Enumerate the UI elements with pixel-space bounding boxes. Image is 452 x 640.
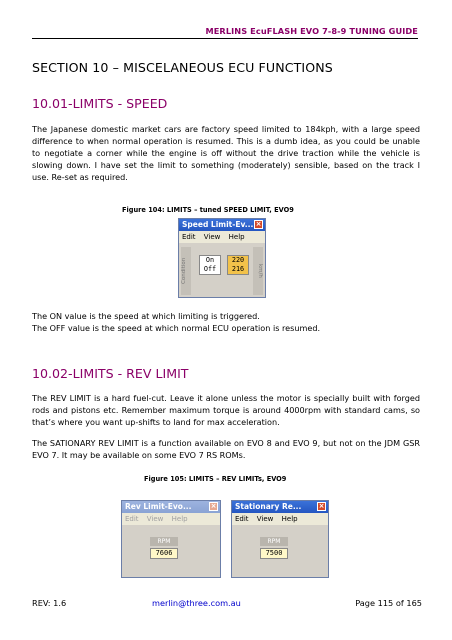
menu-view[interactable]: View xyxy=(203,233,221,241)
stationary-rev-menubar xyxy=(232,513,328,525)
page-number: Page 115 of 165 xyxy=(355,598,422,608)
row-on-label: On xyxy=(205,256,215,264)
stationary-rev-paragraph: The SATIONARY REV LIMIT is a function available on EVO 8 and EVO 9, but not on the JDM GSR EVO 7. It may be available on some EVO 7 RS ROMs. xyxy=(32,438,420,460)
close-icon[interactable]: × xyxy=(255,220,262,228)
stationary-rev-window xyxy=(231,500,329,578)
speed-limit-title: Speed Limit-Ev... xyxy=(182,220,254,229)
revision-label: REV: 1.6 xyxy=(32,598,67,608)
menu-help[interactable]: Help xyxy=(228,233,245,241)
close-icon[interactable]: × xyxy=(210,502,217,510)
on-value-note: The ON value is the speed at which limiting is triggered. xyxy=(32,311,260,321)
email-link[interactable]: merlin@three.com.au xyxy=(152,598,241,608)
stationary-rev-value[interactable]: 7500 xyxy=(260,548,288,559)
speed-limit-titlebar[interactable] xyxy=(179,219,265,231)
rev-limit-heading: 10.02-LIMITS - REV LIMIT xyxy=(32,366,189,381)
menu-edit[interactable]: Edit xyxy=(182,233,196,241)
off-value-note: The OFF value is the speed at which normal ECU operation is resumed. xyxy=(32,323,321,333)
menu-view[interactable]: View xyxy=(256,515,274,523)
figure-104-caption: Figure 104: LIMITS – tuned SPEED LIMIT, EVO9 xyxy=(122,206,294,214)
row-off-label: Off xyxy=(203,265,217,273)
condition-axis-label: Condition xyxy=(181,247,191,295)
speed-limit-menubar xyxy=(179,231,265,243)
menu-help[interactable]: Help xyxy=(171,515,188,523)
row-off-value[interactable]: 216 xyxy=(231,265,245,273)
menu-edit[interactable]: Edit xyxy=(235,515,249,523)
section-title: SECTION 10 – MISCELANEOUS ECU FUNCTIONS xyxy=(32,60,333,75)
menu-edit[interactable]: Edit xyxy=(125,515,139,523)
speed-limit-heading: 10.01-LIMITS - SPEED xyxy=(32,96,168,111)
row-on-value[interactable]: 220 xyxy=(231,256,245,264)
speed-limit-window xyxy=(178,218,266,298)
stationary-rev-titlebar[interactable] xyxy=(232,501,328,513)
rev-limit-title: Rev Limit-Evo... xyxy=(125,502,192,511)
menu-view[interactable]: View xyxy=(146,515,164,523)
speed-limit-paragraph: The Japanese domestic market cars are factory speed limited to 184kph, with a large speed difference to when normal operation is resumed. This is a dumb idea, as you could be unable to negotiate a corner while the engine is off without the drive traction while the vehicle is slowing down. I have set the limit to something (moderately) sensible, based on the track I use. Re-set as required. xyxy=(32,124,420,182)
rev-limit-menubar xyxy=(122,513,220,525)
menu-help[interactable]: Help xyxy=(281,515,298,523)
kmh-axis-label: km/h xyxy=(253,247,263,295)
rev-limit-titlebar[interactable] xyxy=(122,501,220,513)
value-cells[interactable] xyxy=(227,255,249,275)
condition-cells xyxy=(199,255,221,275)
close-icon[interactable]: × xyxy=(318,502,325,510)
page-header: MERLINS EcuFLASH EVO 7-8-9 TUNING GUIDE xyxy=(32,26,418,39)
rpm-label: RPM xyxy=(150,537,178,546)
rpm-label: RPM xyxy=(260,537,288,546)
rev-limit-value[interactable]: 7606 xyxy=(150,548,178,559)
rev-limit-paragraph: The REV LIMIT is a hard fuel-cut. Leave it alone unless the motor is specially built with forged rods and pistons etc. Remember maximum torque is around 4000rpm with standard cams, so that’s where you want up-shifts to land for max acceleration. xyxy=(32,393,420,427)
figure-105-caption: Figure 105: LIMITS – REV LIMITs, EVO9 xyxy=(144,475,287,483)
rev-limit-window xyxy=(121,500,221,578)
stationary-rev-title: Stationary Re... xyxy=(235,502,302,511)
